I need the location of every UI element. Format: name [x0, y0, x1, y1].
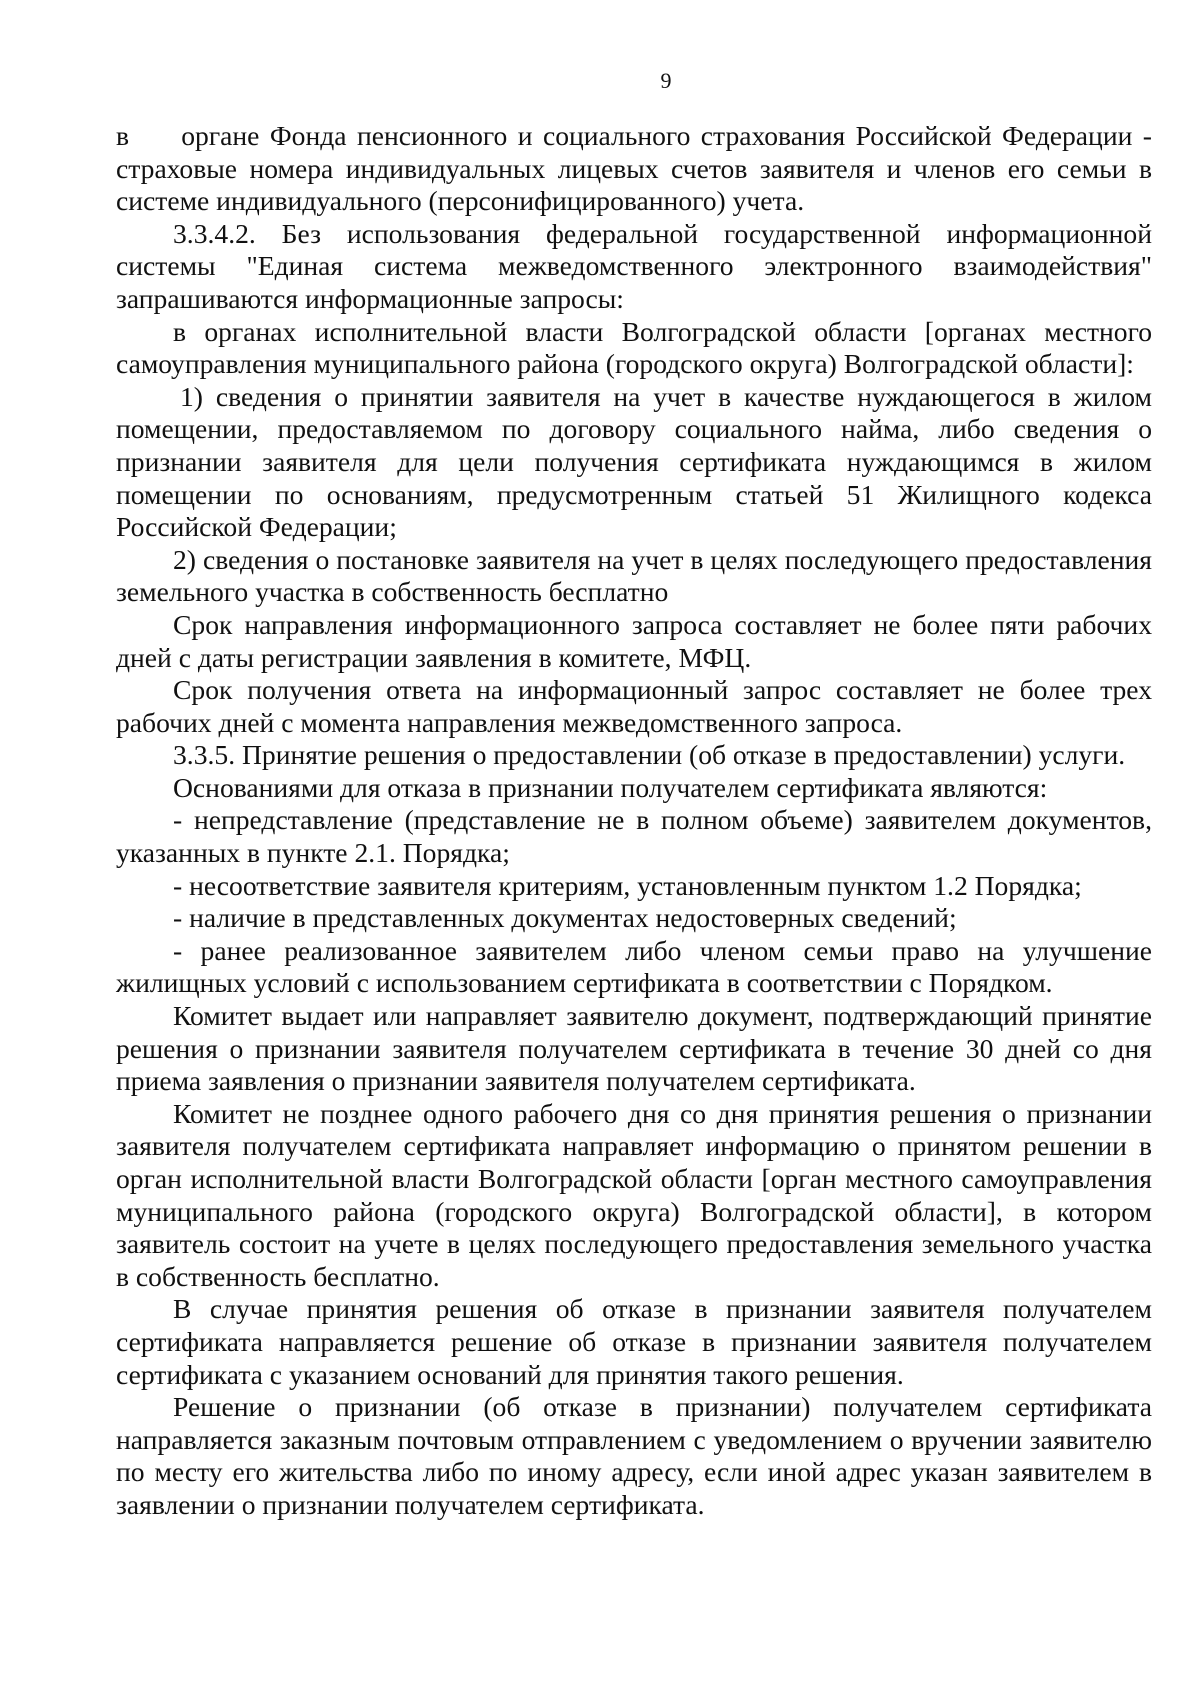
para-refusal-grounds: Основаниями для отказа в признании получателем сертификата являются: — [173, 771, 1048, 803]
para-ground-2: - несоответствие заявителя критериям, установленным пунктом 1.2 Порядка; — [173, 869, 1082, 901]
para-item-2: 2) сведения о постановке заявителя на учет в целях последующего предоставления земельного участка в собственность бесплатно — [116, 543, 1152, 608]
page-number: 9 — [660, 68, 672, 93]
para-response-deadline: Срок получения ответа на информационный запрос составляет не более трех рабочих дней с момента направления межведомственного запроса. — [116, 674, 1152, 738]
para-fpr-identifiers: в органе Фонда пенсионного и социального страхования Российской Федерации - страховые номера индивидуальных лицевых счетов заявителя и членов его семьи в системе индивидуального (персонифицированного) учета. — [116, 120, 1152, 217]
para-committee-issues: Комитет выдает или направляет заявителю документ, подтверждающий принятие решения о признании заявителя получателем сертификата в течение 30 дней со дня приема заявления о признании заявителя получателем сертификата. — [116, 1000, 1152, 1097]
para-request-deadline: Срок направления информационного запроса составляет не более пяти рабочих дней с даты регистрации заявления в комитете, МФЦ. — [116, 608, 1152, 673]
document-body — [116, 120, 1152, 1522]
para-refusal-decision: В случае принятия решения об отказе в признании заявителя получателем сертификата направляется решение об отказе в признании заявителя получателем сертификата с указанием оснований для принятия такого решения. — [116, 1293, 1152, 1390]
para-item-1: 1) сведения о принятии заявителя на учет в качестве нуждающегося в жилом помещении, предоставляемом по договору социального найма, либо сведения о признании заявителя для цели получения сертификата нуждающимся в жилом помещении по основаниям, предусмотренным статьей 51 Жилищного кодекса Российской Федерации; — [116, 380, 1152, 543]
para-executive-bodies: в органах исполнительной власти Волгоградской области [органах местного самоуправления муниципального района (городского округа) Волгоградской области]: — [116, 315, 1152, 380]
para-ground-4: - ранее реализованное заявителем либо членом семьи право на улучшение жилищных условий с использованием сертификата в соответствии с Порядком. — [116, 934, 1152, 999]
para-3-3-5: 3.3.5. Принятие решения о предоставлении (об отказе в предоставлении) услуги. — [173, 739, 1126, 771]
para-ground-1: - непредставление (представление не в полном объеме) заявителем документов, указанных в пункте 2.1. Порядка; — [116, 804, 1152, 869]
para-3-3-4-2: 3.3.4.2. Без использования федеральной государственной информационной системы "Единая система межведомственного электронного взаимодействия" запрашиваются информационные запросы: — [116, 217, 1152, 314]
para-ground-3: - наличие в представленных документах недостоверных сведений; — [173, 902, 957, 934]
para-decision-delivery: Решение о признании (об отказе в признании) получателем сертификата направляется заказным почтовым отправлением с уведомлением о вручении заявителю по месту его жительства либо по иному адресу, если иной адрес указан заявителем в заявлении о признании получателем сертификата. — [116, 1391, 1152, 1520]
para-committee-informs: Комитет не позднее одного рабочего дня со дня принятия решения о признании заявителя получателем сертификата направляет информацию о принятом решении в орган исполнительной власти Волгоградской области [орган местного самоуправления муниципального района (городского округа) Волгоградской области], в котором заявитель состоит на учете в целях последующего предоставления земельного участка в собственность бесплатно. — [116, 1097, 1152, 1292]
